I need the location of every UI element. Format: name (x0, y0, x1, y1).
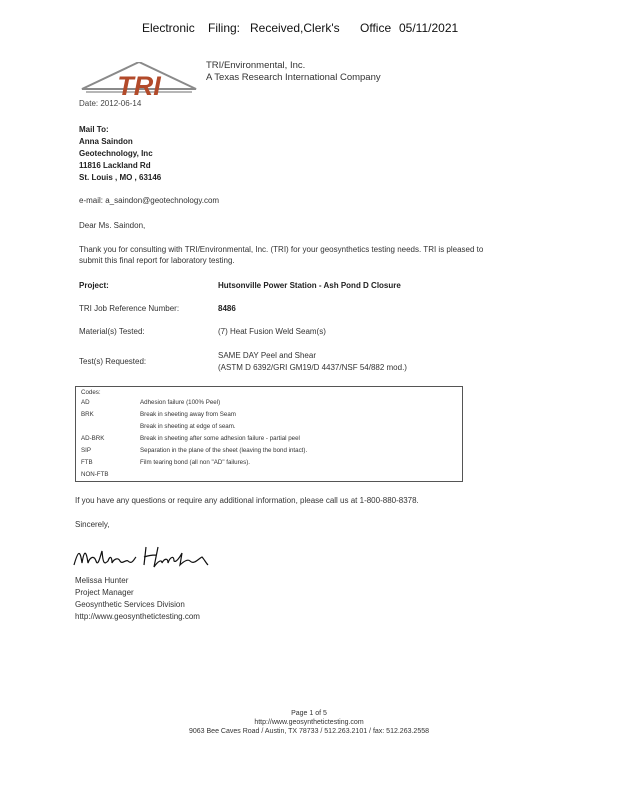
recipient-company: Geotechnology, Inc (79, 149, 153, 158)
sincerely: Sincerely, (75, 520, 110, 529)
stamp-filing: Filing: (208, 21, 241, 35)
efiling-stamp (0, 21, 618, 37)
page-footer (0, 709, 618, 736)
code-description: Break in sheeting away from Seam (140, 411, 236, 418)
signer-block (75, 575, 200, 623)
code-description: Separation in the plane of the sheet (leaving the bond intact). (140, 447, 308, 454)
code-label: BRK (81, 411, 94, 418)
signer-name: Melissa Hunter (75, 576, 129, 585)
job-label: TRI Job Reference Number: (79, 304, 180, 313)
job-value: 8486 (218, 304, 236, 313)
page-number: Page 1 of 5 (291, 710, 327, 717)
tests-label: Test(s) Requested: (79, 357, 147, 366)
materials-value: (7) Heat Fusion Weld Seam(s) (218, 327, 326, 336)
intro-line-1: Thank you for consulting with TRI/Environmental, Inc. (TRI) for your geosynthetics testing needs. TRI is pleased to (79, 245, 484, 254)
materials-label: Material(s) Tested: (79, 327, 145, 336)
signer-title: Project Manager (75, 588, 134, 597)
logo-text: TRI (117, 71, 161, 98)
code-description: Adhesion failure (100% Peel) (140, 399, 221, 406)
codes-legend-box (75, 386, 463, 482)
tri-logo (78, 62, 200, 98)
codes-title: Codes: (81, 389, 101, 396)
stamp-office: Office (360, 21, 392, 35)
intro-line-2: submit this final report for laboratory testing. (79, 256, 235, 265)
code-label: AD (81, 399, 90, 406)
recipient-city: St. Louis , MO , 63146 (79, 173, 162, 182)
recipient-email: e-mail: a_saindon@geotechnology.com (79, 196, 220, 205)
project-value: Hutsonville Power Station - Ash Pond D Closure (218, 281, 401, 290)
code-label: FTB (81, 459, 93, 466)
signer-url[interactable]: http://www.geosynthetictesting.com (75, 612, 200, 621)
footer-address: 9063 Bee Caves Road / Austin, TX 78733 / 512.263.2101 / fax: 512.263.2558 (189, 728, 429, 735)
signer-division: Geosynthetic Services Division (75, 600, 185, 609)
code-label: SIP (81, 447, 91, 454)
stamp-date: 05/11/2021 (399, 21, 459, 35)
mail-to-label: Mail To: (79, 125, 109, 134)
recipient-street: 11816 Lackland Rd (79, 161, 151, 170)
code-description: Break in sheeting at edge of seam. (140, 423, 236, 430)
mail-to-block (79, 124, 161, 184)
company-subtitle: A Texas Research International Company (206, 72, 381, 83)
code-description: Film tearing bond (all non "AD" failures). (140, 459, 250, 466)
tests-value-1: SAME DAY Peel and Shear (218, 351, 316, 360)
tests-value-2: (ASTM D 6392/GRI GM19/D 4437/NSF 54/882 mod.) (218, 363, 407, 372)
company-name: TRI/Environmental, Inc. (206, 60, 306, 71)
code-label: NON-FTB (81, 471, 109, 478)
recipient-name: Anna Saindon (79, 137, 133, 146)
closing-note: If you have any questions or require any additional information, please call us at 1-800-880-8378. (75, 496, 419, 505)
footer-url[interactable]: http://www.geosynthetictesting.com (254, 719, 364, 726)
salutation: Dear Ms. Saindon, (79, 221, 146, 230)
handwritten-signature (70, 543, 210, 573)
stamp-electronic: Electronic (142, 21, 195, 35)
company-block (206, 60, 381, 84)
code-description: Break in sheeting after some adhesion failure - partial peel (140, 435, 300, 442)
stamp-received: Received,Clerk's (250, 21, 340, 35)
code-label: AD-BRK (81, 435, 105, 442)
report-date: Date: 2012-06-14 (79, 99, 142, 108)
project-label: Project: (79, 281, 109, 290)
